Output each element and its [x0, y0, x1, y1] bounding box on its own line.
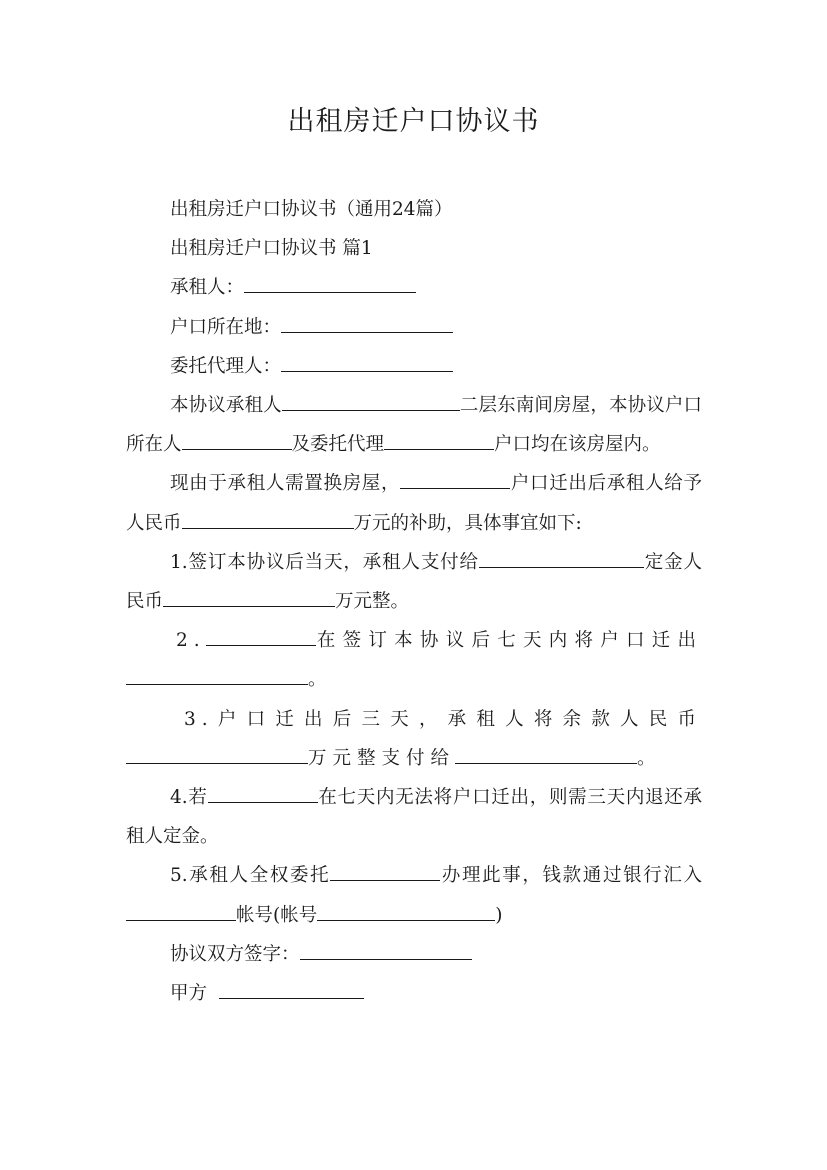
p1-blank-3 [384, 430, 494, 450]
p2-text-c: 万元的补助，具体事宜如下: [353, 512, 582, 534]
item1-text-c: 万元整。 [335, 591, 410, 613]
signature-label: 协议双方签字： [170, 943, 300, 965]
item3-blank-1 [126, 744, 308, 764]
item5-blank-3 [317, 901, 495, 921]
item2-blank-1 [206, 626, 316, 646]
p1-blank-2 [182, 430, 292, 450]
item1-text-a: 1.签订本协议后当天，承租人支付给 [170, 551, 479, 573]
section-text: 出租房迁户口协议书 篇1 [170, 238, 373, 260]
section-heading [126, 229, 702, 268]
item4-text-b: 在七天内无法将户口迁出，则需三天内退还承租人定金。 [126, 787, 702, 848]
p1-text-c: 及委托代理 [291, 434, 385, 456]
item5-blank-1 [330, 861, 440, 881]
item2-text-b: 在签订本协议后七天内将户口迁出 [315, 630, 702, 652]
item1-text-b: 定金人民币 [126, 551, 702, 613]
p2-text-a: 现由于承租人需置换房屋， [170, 473, 401, 495]
tenant-line [126, 268, 702, 307]
agent-line [126, 347, 702, 386]
item-2 [126, 621, 702, 699]
item-1 [126, 543, 702, 621]
item5-text-a: 5.承租人全权委托 [170, 865, 331, 887]
p1-text-a: 本协议承租人 [170, 395, 282, 417]
tenant-blank [244, 273, 416, 293]
item3-text-c: 。 [637, 747, 662, 769]
p2-blank-2 [182, 509, 354, 529]
agent-label: 委托代理人： [170, 355, 282, 377]
party-a-label: 甲方 [170, 983, 208, 1005]
document-title: 出租房迁户口协议书 [287, 106, 540, 137]
item1-blank-2 [163, 587, 335, 607]
paragraph-2 [126, 464, 702, 542]
item4-blank-1 [208, 783, 318, 803]
item5-text-c: 帐号(帐号 [236, 904, 318, 926]
tenant-label: 承租人： [170, 277, 245, 299]
p1-blank-1 [282, 391, 460, 411]
hukou-location-line [126, 308, 702, 347]
hukou-location-label: 户口所在地： [170, 316, 282, 338]
signature-blank [300, 940, 472, 960]
subtitle-line [126, 190, 702, 229]
item5-blank-2 [126, 901, 236, 921]
item-5 [126, 856, 702, 934]
document-body [126, 190, 702, 1013]
item-4 [126, 778, 702, 856]
item5-text-b: 办理此事，钱款通过银行汇入 [440, 865, 702, 887]
item3-text-b: 万元整支付给 [308, 747, 456, 769]
agent-blank [281, 352, 453, 372]
item4-text-a: 4.若 [170, 787, 208, 809]
item2-blank-2 [126, 665, 308, 685]
signature-line [126, 935, 702, 974]
item3-text-a: 3.户口迁出后三天，承租人将余款人民币 [184, 708, 702, 730]
paragraph-1 [126, 386, 702, 464]
p1-text-b: 二层东南间房屋，本协议户口所在人 [126, 395, 702, 456]
item-3 [126, 700, 702, 778]
hukou-location-blank [281, 313, 453, 333]
subtitle-text: 出租房迁户口协议书（通用24篇） [170, 199, 453, 220]
p1-text-d: 户口均在该房屋内。 [494, 434, 661, 456]
item5-text-d: ) [495, 904, 503, 926]
item2-text-a: 2. [176, 630, 206, 652]
item2-text-c: 。 [308, 669, 333, 691]
p2-text-b: 户口迁出后承租人给予人民币 [126, 473, 702, 534]
party-a-blank [219, 979, 364, 999]
party-a-line [126, 974, 702, 1013]
item3-blank-2 [455, 744, 637, 764]
item1-blank-1 [479, 548, 644, 568]
p2-blank-1 [400, 469, 510, 489]
